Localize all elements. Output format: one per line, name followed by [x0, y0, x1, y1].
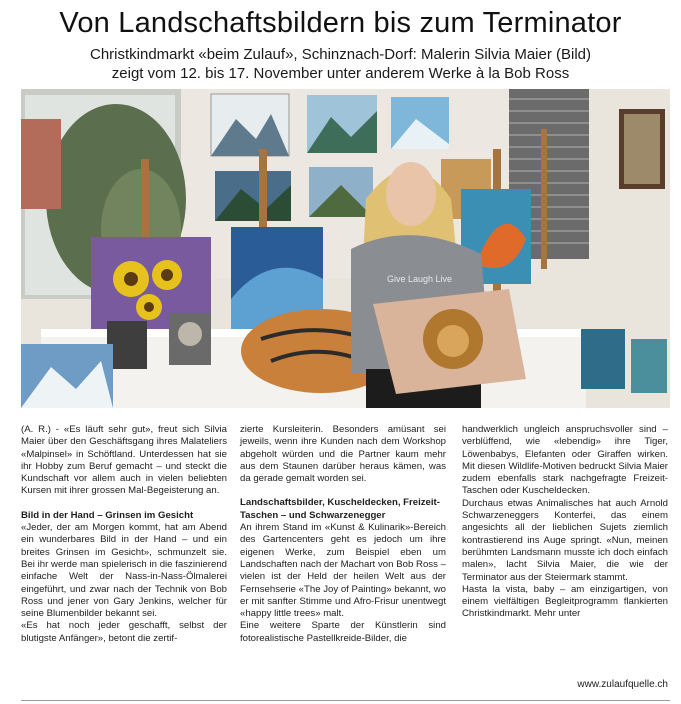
paragraph: Eine weitere Sparte der Künstlerin sind fotorealistische Pastellkreide-Bilder, die: [240, 620, 446, 644]
paragraph: «Es hat noch jeder geschafft, selbst der blutigste Anfänger», betont die zertif-: [21, 620, 227, 644]
article-column-1: [21, 424, 227, 645]
section-heading: Bild in der Hand – Grinsen im Gesicht: [21, 509, 194, 521]
paragraph: (A. R.) - «Es läuft sehr gut», freut sich Silvia Maier über den Geschäftsgang ihres Malateliers «Malpinsel» in Schöftland. Unterdessen hat sie ihr Hobby zum Beruf gemacht – und steckt die Kundschaft vor allem auch in vielen beliebten Kursen mit ihrer grossen Mal-Begeisterung an.: [21, 424, 227, 497]
article-photo: [21, 89, 670, 408]
source-url: www.zulaufquelle.ch: [577, 679, 668, 690]
headline: Von Landschaftsbildern bis zum Terminator: [59, 7, 622, 39]
paragraph: An ihrem Stand im «Kunst & Kulinarik»-Bereich des Gartencenters geht es jedoch um ihre eigenen Werke, zum Beispiel eben um Landschaften nach der Machart von Bob Ross – vielen ist der Held der heilen Welt aus der Fernsehserie «The Joy of Painting» bekannt, wo er mit sanfter Stimme und Afro-Frisur unentwegt «happy little trees» malt.: [240, 522, 446, 620]
paragraph: «Jeder, der am Morgen kommt, hat am Abend ein wunderbares Bild in der Hand – und ein breites Grinsen im Gesicht», schmunzelt sie. Bei ihr werde man spielerisch in die faszinierend einfache Welt der Nass-in-Nass-Ölmalerei eingeführt, und zwar nach der Technik von Bob Ross und jener von Gary Jenkins, welcher für seine Blumenbilder bekannt sei.: [21, 522, 227, 620]
paragraph: Durchaus etwas Animalisches hat auch Arnold Schwarzeneggers Konterfei, das einem angesichts all der lieblichen Sujets ziemlich kontrastierend ins Auge springt. «Nun, meinen berühmten Landsmann musste ich doch einfach malen», lacht Silvia Maier, die wie der Terminator aus der Steiermark stammt.: [462, 497, 668, 583]
paragraph: handwerklich ungleich anspruchsvoller sind – verblüffend, wie «lebendig» ihre Tiger, Löwenbabys, Elefanten oder Giraffen wirken. Mit diesen Wildlife-Motiven bedruckt Silvia Maier zudem ebenfalls stark nachgefragte Freizeit-Taschen oder Kuscheldecken.: [462, 424, 668, 497]
article-column-3: [462, 424, 668, 621]
article-column-2: [240, 424, 446, 645]
bottom-divider: [21, 700, 670, 701]
section-heading: Landschaftsbilder, Kuscheldecken, Freizeit-Taschen – und Schwarzenegger: [240, 497, 440, 521]
paragraph: zierte Kursleiterin. Besonders amüsant sei jeweils, wenn ihre Kunden nach dem Workshop abgeholt würden und die Partner kaum mehr aus dem Staunen darüber heraus kämen, was da gerade gemalt worden sei.: [240, 424, 446, 485]
subheadline-line-2: zeigt vom 12. bis 17. November unter anderem Werke à la Bob Ross: [111, 65, 570, 82]
subheadline-line-1: Christkindmarkt «beim Zulauf», Schinznach-Dorf: Malerin Silvia Maier (Bild): [90, 46, 591, 63]
subheadline: [0, 45, 681, 83]
shirt-print-text: Give Laugh Live: [387, 274, 453, 284]
paragraph: Hasta la vista, baby – am einzigartigen, von einem vielfältigen Begleitprogramm flankierten Christkindmarkt. Mehr unter: [462, 583, 668, 620]
